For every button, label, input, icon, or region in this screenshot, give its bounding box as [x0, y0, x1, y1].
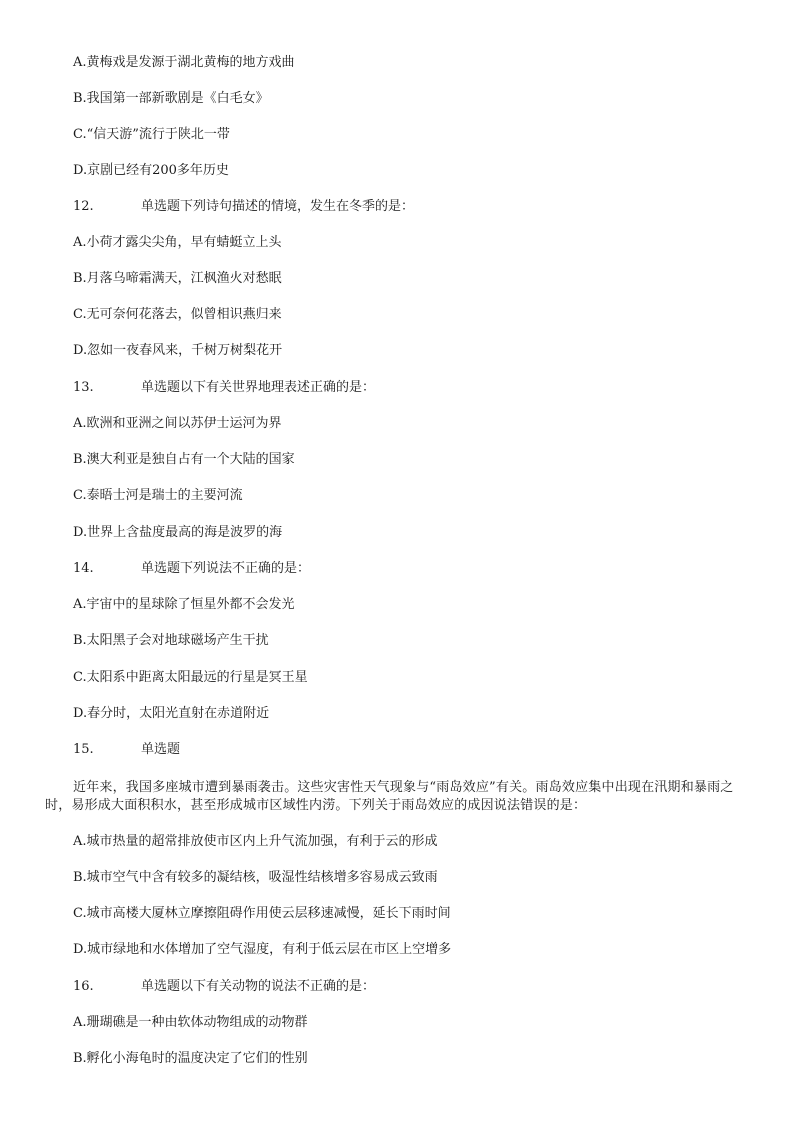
q16-option-b: B.孵化小海龟时的温度决定了它们的性别	[73, 1051, 308, 1066]
q13-option-a: A.欧洲和亚洲之间以苏伊士运河为界	[73, 416, 282, 431]
q13-stem: 单选题以下有关世界地理表述正确的是：	[141, 380, 376, 395]
q12-number: 12.	[73, 199, 94, 214]
q15-option-a: A.城市热量的超常排放使市区内上升气流加强，有利于云的形成	[73, 834, 438, 849]
q16-option-a: A.珊瑚礁是一种由软体动物组成的动物群	[73, 1015, 308, 1030]
q15-paragraph: 近年来，我国多座城市遭到暴雨袭击。这些灾害性天气现象与“雨岛效应”有关。雨岛效应集中出现在汛期和暴雨之时，易形成大面积积水，甚至形成城市区域性内涝。下列关于雨岛效应的成因说法错误的是：	[45, 780, 734, 813]
q15-option-d: D.城市绿地和水体增加了空气湿度，有利于低云层在市区上空增多	[73, 942, 452, 957]
q15-option-c: C.城市高楼大厦林立摩擦阻碍作用使云层移速减慢，延长下雨时间	[73, 906, 451, 921]
q11-option-b: B.我国第一部新歌剧是《白毛女》	[73, 91, 269, 106]
q14-option-d: D.春分时，太阳光直射在赤道附近	[73, 706, 270, 721]
q13-number: 13.	[73, 380, 94, 395]
q13-option-c: C.泰晤士河是瑞士的主要河流	[73, 488, 243, 503]
q13-option-b: B.澳大利亚是独自占有一个大陆的国家	[73, 452, 295, 467]
q11-option-d: D.京剧已经有200多年历史	[73, 163, 229, 178]
q12-option-c: C.无可奈何花落去，似曾相识燕归来	[73, 307, 282, 322]
q14-option-b: B.太阳黑子会对地球磁场产生干扰	[73, 633, 269, 648]
q12-option-a: A.小荷才露尖尖角，早有蜻蜓立上头	[73, 235, 282, 250]
q14-option-c: C.太阳系中距离太阳最远的行星是冥王星	[73, 670, 308, 685]
q13-option-d: D.世界上含盐度最高的海是波罗的海	[73, 525, 283, 540]
q14-number: 14.	[73, 561, 94, 576]
q12-stem: 单选题下列诗句描述的情境，发生在冬季的是：	[141, 199, 415, 214]
q14-option-a: A.宇宙中的星球除了恒星外都不会发光	[73, 597, 295, 612]
q11-option-c: C.“信天游”流行于陕北一带	[73, 127, 230, 142]
q15-option-b: B.城市空气中含有较多的凝结核，吸湿性结核增多容易成云致雨	[73, 870, 438, 885]
q16-number: 16.	[73, 979, 94, 994]
q12-option-b: B.月落乌啼霜满天，江枫渔火对愁眠	[73, 271, 282, 286]
q15-stem: 单选题	[141, 742, 181, 757]
q15-number: 15.	[73, 742, 94, 757]
q12-option-d: D.忽如一夜春风来，千树万树梨花开	[73, 343, 283, 358]
q16-stem: 单选题以下有关动物的说法不正确的是：	[141, 979, 376, 994]
q11-option-a: A.黄梅戏是发源于湖北黄梅的地方戏曲	[73, 55, 295, 70]
q14-stem: 单选题下列说法不正确的是：	[141, 561, 311, 576]
